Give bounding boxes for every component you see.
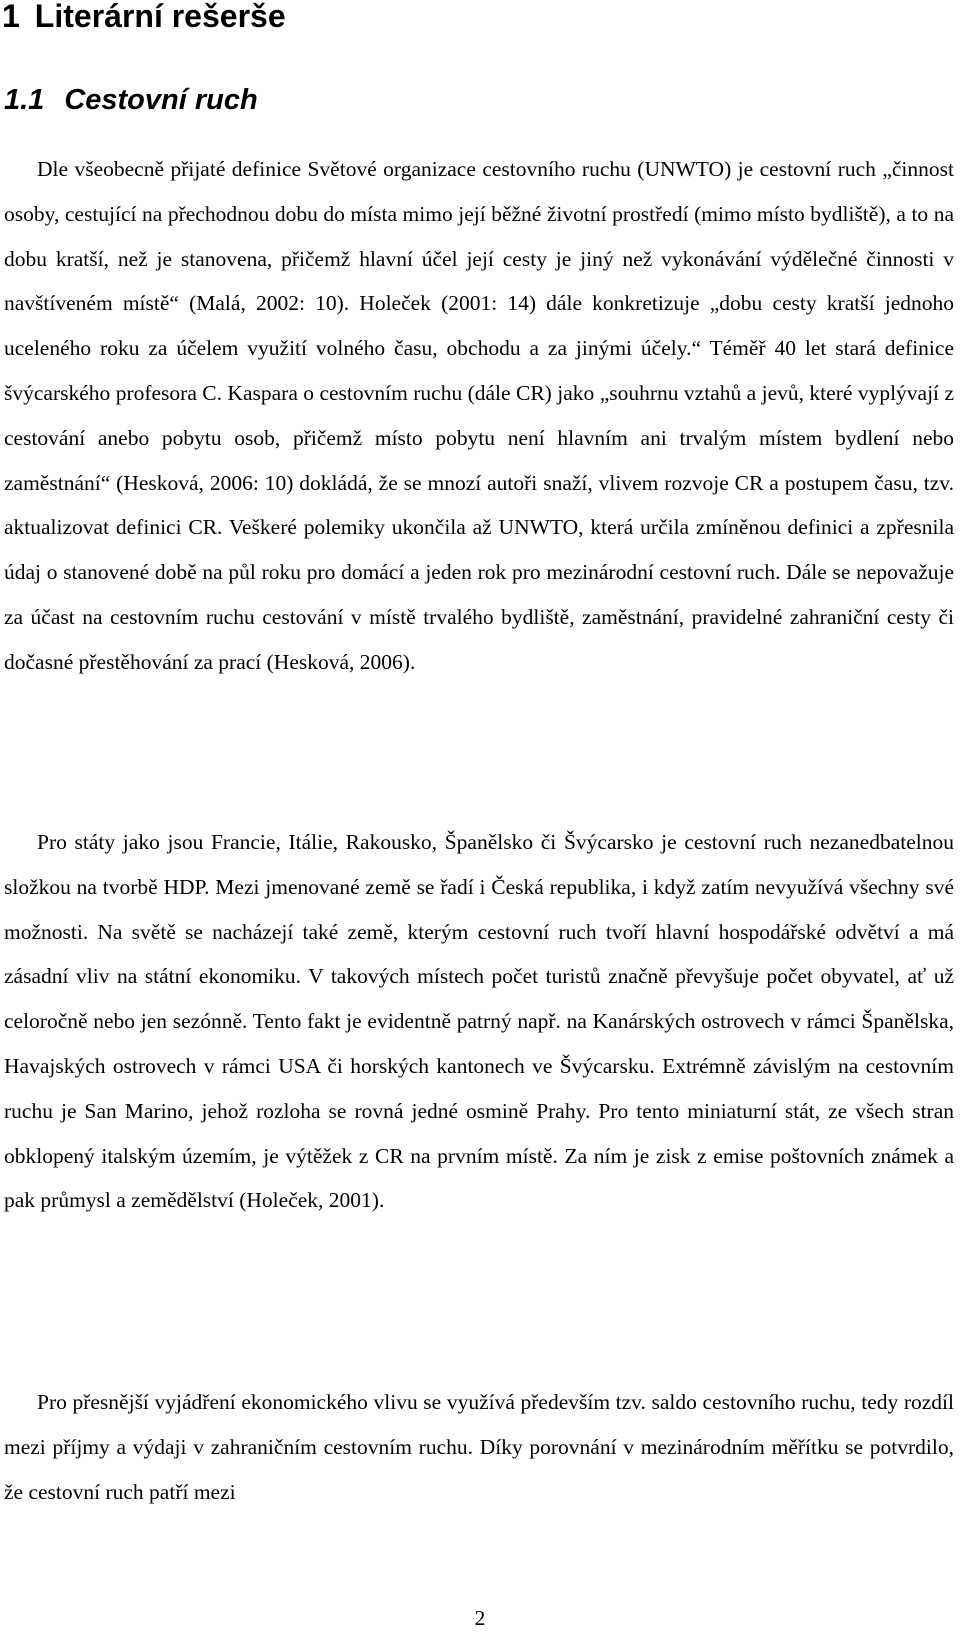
section-heading [4, 80, 258, 120]
body-paragraph: Pro přesnější vyjádření ekonomického vlivu se využívá především tzv. saldo cestovního ruchu, tedy rozdíl mezi příjmy a výdaji v zahraničním cestovním ruchu. Díky porovnání v mezinárodním měřítku se potvrdilo, že cestovní ruch patří mezi [4, 1390, 954, 1504]
chapter-heading [2, 0, 286, 38]
section-number: 1.1 [4, 84, 45, 116]
section-title-text: Cestovní ruch [64, 84, 258, 116]
chapter-title-text: Literární rešerše [34, 0, 286, 34]
body-paragraph: Dle všeobecně přijaté definice Světové organizace cestovního ruchu (UNWTO) je cestovní ruch „činnost osoby, cestující na přechodnou dobu do místa mimo její běžné životní prostředí (mimo místo bydliště), a to na dobu kratší, než je stanovena, přičemž hlavní účel její cesty je jiný než vykonávání výdělečné činnosti v navštíveném místě“ (Malá, 2002: 10). Holeček (2001: 14) dále konkretizuje „dobu cesty kratší jednoho uceleného roku za účelem využití volného času, obchodu a za jinými účely.“ Téměř 40 let stará definice švýcarského profesora C. Kaspara o cestovním ruchu (dále CR) jako „souhrnu vztahů a jevů, které vyplývají z cestování anebo pobytu osob, přičemž místo pobytu není hlavním ani trvalým místem bydlení nebo zaměstnání“ (Hesková, 2006: 10) dokládá, že se mnozí autoři snaží, vlivem rozvoje CR a postupem času, tzv. aktualizovat definici CR. Veškeré polemiky ukončila až UNWTO, která určila zmíněnou definici a zpřesnila údaj o stanovené době na půl roku pro domácí a jeden rok pro mezinárodní cestovní ruch. Dále se nepovažuje za účast na cestovním ruchu cestování v místě trvalého bydliště, zaměstnání, pravidelné zahraniční cesty či dočasné přestěhování za prací (Hesková, 2006). [4, 157, 954, 674]
page-number-text: 2 [474, 1606, 486, 1630]
body-paragraph: Pro státy jako jsou Francie, Itálie, Rakousko, Španělsko či Švýcarsko je cestovní ruch nezanedbatelnou složkou na tvorbě HDP. Mezi jmenované země se řadí i Česká republika, i když zatím nevyužívá všechny své možnosti. Na světě se nacházejí také země, kterým cestovní ruch tvoří hlavní hospodářské odvětví a má zásadní vliv na státní ekonomiku. V takových místech počet turistů značně převyšuje počet obyvatel, ať už celoročně nebo jen sezónně. Tento fakt je evidentně patrný např. na Kanárských ostrovech v rámci Španělska, Havajských ostrovech v rámci USA či horských kantonech ve Švýcarsku. Extrémně závislým na cestovním ruchu je San Marino, jehož rozloha se rovná jedné osmině Prahy. Pro tento miniaturní stát, ze všech stran obklopený italským územím, je výtěžek z CR na prvním místě. Za ním je zisk z emise poštovních známek a pak průmysl a zemědělství (Holeček, 2001). [4, 830, 954, 1213]
page-number [0, 1604, 960, 1632]
chapter-number: 1 [2, 0, 20, 34]
